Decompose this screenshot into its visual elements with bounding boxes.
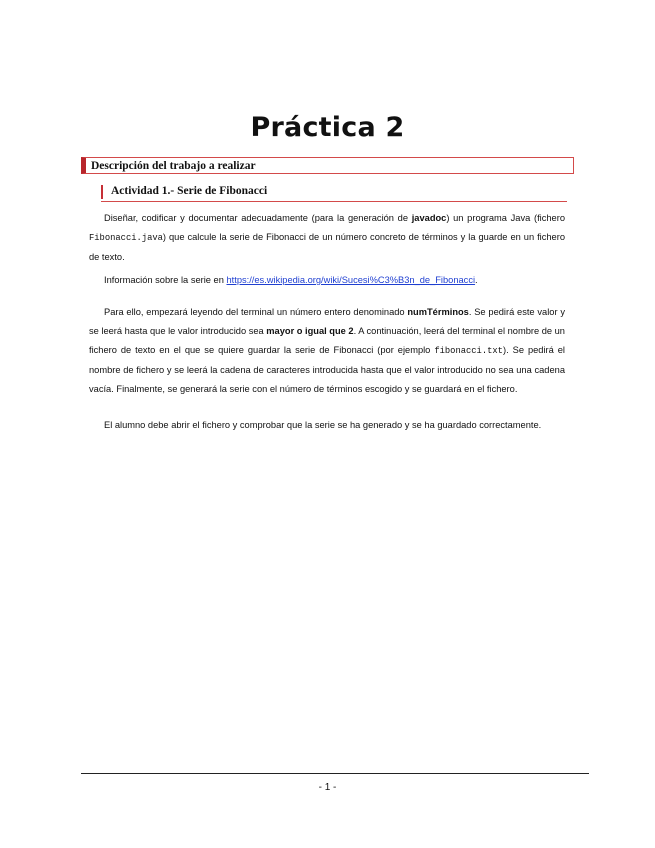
paragraph-info bbox=[89, 271, 565, 290]
paragraph-text: . A continuación, leerá del terminal el nombre de un fichero de texto en el que se quiere guardar la serie de Fibonacci (por ejemplo bbox=[89, 326, 565, 355]
section-heading-box bbox=[81, 157, 574, 174]
bold-term: mayor o igual que 2 bbox=[266, 326, 354, 336]
activity-heading-box bbox=[101, 184, 567, 202]
paragraph-intro bbox=[89, 209, 565, 267]
paragraph-text: Para ello, empezará leyendo del terminal un número entero denominado bbox=[104, 307, 408, 317]
paragraph-procedure bbox=[89, 303, 565, 399]
paragraph-text: Diseñar, codificar y documentar adecuadamente (para la generación de bbox=[104, 213, 412, 223]
paragraph-text: . bbox=[475, 275, 478, 285]
section-heading: Descripción del trabajo a realizar bbox=[91, 159, 256, 172]
bold-term: numTérminos bbox=[407, 307, 469, 317]
bold-term: javadoc bbox=[411, 213, 447, 223]
code-filename: fibonacci.txt bbox=[434, 346, 503, 356]
code-filename: Fibonacci.java bbox=[89, 233, 163, 243]
wikipedia-link[interactable]: https://es.wikipedia.org/wiki/Sucesi%C3%B3n_de_Fibonacci bbox=[226, 275, 476, 285]
page-title: Práctica 2 bbox=[250, 112, 405, 143]
activity-heading: Actividad 1.- Serie de Fibonacci bbox=[111, 185, 268, 197]
paragraph-text: Información sobre la serie en bbox=[104, 275, 227, 285]
paragraph-text: ) que calcule la serie de Fibonacci de un número concreto de términos y la guarde en un fichero de texto. bbox=[89, 232, 565, 262]
paragraph-text: ). Se pedirá el nombre de fichero y se leerá la cadena de caracteres introducida hasta que el valor introducido no sea una cadena vacía. Finalmente, se generará la serie con el número de términos escogido y se guardará en el fichero. bbox=[89, 345, 566, 394]
paragraph-closing: El alumno debe abrir el fichero y comprobar que la serie se ha generado y se ha guardado correctamente. bbox=[104, 420, 542, 430]
page-number: - 1 - bbox=[318, 782, 337, 793]
footer-divider bbox=[81, 773, 589, 774]
paragraph-text: ) un programa Java (fichero bbox=[446, 213, 565, 223]
activity-heading-accent bbox=[101, 185, 103, 199]
paragraph-text: . Se pedirá este valor y se leerá hasta que le valor introducido sea bbox=[89, 307, 565, 336]
